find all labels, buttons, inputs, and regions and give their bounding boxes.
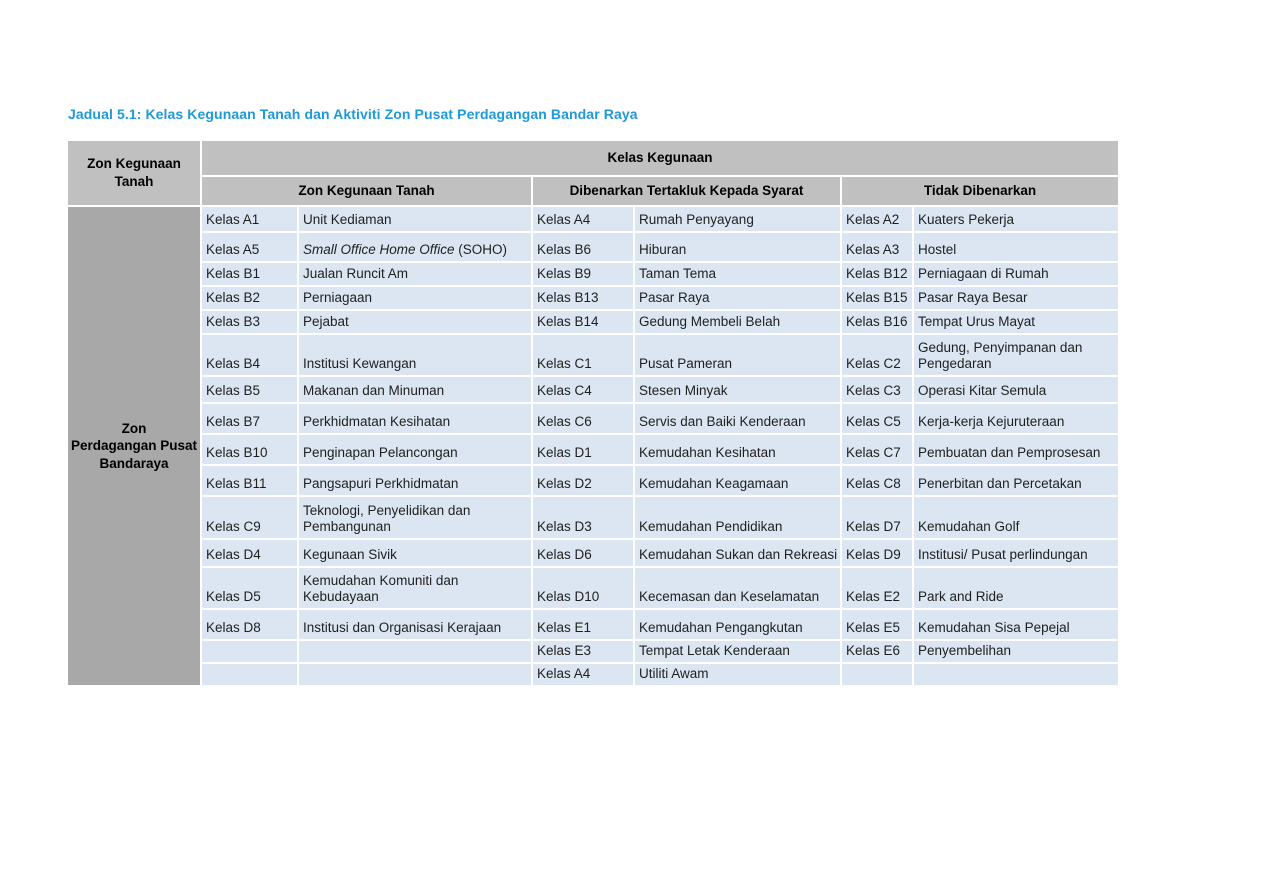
class-code-cell: Kelas D9 xyxy=(842,540,912,566)
class-desc-cell xyxy=(299,641,531,662)
class-desc-cell: Kuaters Pekerja xyxy=(914,207,1118,231)
class-code-cell: Kelas A3 xyxy=(842,233,912,261)
table-row xyxy=(68,466,1118,495)
class-code-cell: Kelas B12 xyxy=(842,263,912,285)
class-desc-cell: Unit Kediaman xyxy=(299,207,531,231)
class-code-cell xyxy=(202,664,297,685)
class-desc-cell: Kemudahan Keagamaan xyxy=(635,466,840,495)
class-code-cell: Kelas D6 xyxy=(533,540,633,566)
class-code-cell: Kelas B11 xyxy=(202,466,297,495)
class-desc-cell xyxy=(299,664,531,685)
class-code-cell xyxy=(842,664,912,685)
class-desc-cell: Kemudahan Sisa Pepejal xyxy=(914,610,1118,639)
class-desc-cell: Makanan dan Minuman xyxy=(299,377,531,402)
class-code-cell: Kelas B2 xyxy=(202,287,297,309)
class-code-cell: Kelas C9 xyxy=(202,497,297,538)
class-code-cell: Kelas B4 xyxy=(202,335,297,375)
group-header-kelas-kegunaan: Kelas Kegunaan xyxy=(202,141,1118,175)
class-desc-cell: Pasar Raya Besar xyxy=(914,287,1118,309)
class-desc-cell: Kemudahan Komuniti dan Kebudayaan xyxy=(299,568,531,608)
header-row-sub xyxy=(68,177,1118,205)
class-code-cell: Kelas B1 xyxy=(202,263,297,285)
class-desc-cell: Pusat Pameran xyxy=(635,335,840,375)
class-code-cell: Kelas A4 xyxy=(533,207,633,231)
zone-label-line: Perdagangan Pusat xyxy=(70,438,198,454)
zone-label-cell xyxy=(68,207,200,685)
class-desc-cell: Penerbitan dan Percetakan xyxy=(914,466,1118,495)
class-code-cell: Kelas B14 xyxy=(533,311,633,333)
class-code-cell: Kelas B7 xyxy=(202,404,297,433)
land-use-table xyxy=(66,139,1120,687)
class-code-cell: Kelas B10 xyxy=(202,435,297,464)
class-code-cell: Kelas C8 xyxy=(842,466,912,495)
class-desc-cell: Kegunaan Sivik xyxy=(299,540,531,566)
class-desc-cell: Kemudahan Pengangkutan xyxy=(635,610,840,639)
class-desc-cell: Operasi Kitar Semula xyxy=(914,377,1118,402)
class-desc-cell: Pembuatan dan Pemprosesan xyxy=(914,435,1118,464)
corner-header: Zon Kegunaan Tanah xyxy=(68,141,200,205)
class-desc-cell: Servis dan Baiki Kenderaan xyxy=(635,404,840,433)
class-code-cell: Kelas E1 xyxy=(533,610,633,639)
class-desc-cell: Perkhidmatan Kesihatan xyxy=(299,404,531,433)
table-row xyxy=(68,207,1118,231)
class-desc-cell: Kemudahan Kesihatan xyxy=(635,435,840,464)
class-desc-cell: Kemudahan Pendidikan xyxy=(635,497,840,538)
class-desc-cell: Gedung Membeli Belah xyxy=(635,311,840,333)
class-code-cell xyxy=(202,641,297,662)
subheader-tidak-dibenarkan: Tidak Dibenarkan xyxy=(842,177,1118,205)
class-code-cell: Kelas D8 xyxy=(202,610,297,639)
class-code-cell: Kelas B9 xyxy=(533,263,633,285)
table-row xyxy=(68,540,1118,566)
table-row xyxy=(68,233,1118,261)
class-code-cell: Kelas D3 xyxy=(533,497,633,538)
class-desc-cell: Jualan Runcit Am xyxy=(299,263,531,285)
class-desc-cell: Pasar Raya xyxy=(635,287,840,309)
class-desc-cell: Kecemasan dan Keselamatan xyxy=(635,568,840,608)
class-desc-cell: Stesen Minyak xyxy=(635,377,840,402)
table-row xyxy=(68,610,1118,639)
class-desc-cell: Taman Tema xyxy=(635,263,840,285)
class-desc-cell: Gedung, Penyimpanan dan Pengedaran xyxy=(914,335,1118,375)
class-code-cell: Kelas C2 xyxy=(842,335,912,375)
class-code-cell: Kelas B5 xyxy=(202,377,297,402)
class-code-cell: Kelas A1 xyxy=(202,207,297,231)
class-desc-cell: Teknologi, Penyelidikan dan Pembangunan xyxy=(299,497,531,538)
class-code-cell: Kelas A2 xyxy=(842,207,912,231)
class-code-cell: Kelas D7 xyxy=(842,497,912,538)
class-code-cell: Kelas C1 xyxy=(533,335,633,375)
class-code-cell: Kelas E6 xyxy=(842,641,912,662)
class-desc-cell: Park and Ride xyxy=(914,568,1118,608)
table-row xyxy=(68,287,1118,309)
class-code-cell: Kelas C5 xyxy=(842,404,912,433)
class-desc-cell: Institusi/ Pusat perlindungan xyxy=(914,540,1118,566)
class-desc-cell: Utiliti Awam xyxy=(635,664,840,685)
class-desc-cell: Kemudahan Sukan dan Rekreasi xyxy=(635,540,840,566)
class-desc-cell: Small Office Home Office (SOHO) xyxy=(299,233,531,261)
table-row xyxy=(68,311,1118,333)
class-desc-cell: Perniagaan xyxy=(299,287,531,309)
class-desc-cell xyxy=(914,664,1118,685)
class-code-cell: Kelas B15 xyxy=(842,287,912,309)
class-code-cell: Kelas E3 xyxy=(533,641,633,662)
class-desc-cell: Rumah Penyayang xyxy=(635,207,840,231)
class-desc-cell: Kemudahan Golf xyxy=(914,497,1118,538)
class-code-cell: Kelas E2 xyxy=(842,568,912,608)
class-desc-cell: Penyembelihan xyxy=(914,641,1118,662)
table-row xyxy=(68,497,1118,538)
table-row xyxy=(68,664,1118,685)
class-code-cell: Kelas D4 xyxy=(202,540,297,566)
class-desc-cell: Kerja-kerja Kejuruteraan xyxy=(914,404,1118,433)
class-desc-cell: Pejabat xyxy=(299,311,531,333)
class-desc-cell: Tempat Urus Mayat xyxy=(914,311,1118,333)
table-row xyxy=(68,377,1118,402)
class-desc-cell: Perniagaan di Rumah xyxy=(914,263,1118,285)
subheader-dibenarkan-tertakluk: Dibenarkan Tertakluk Kepada Syarat xyxy=(533,177,840,205)
table-row xyxy=(68,641,1118,662)
class-desc-cell: Hostel xyxy=(914,233,1118,261)
class-code-cell: Kelas D10 xyxy=(533,568,633,608)
header-row-group xyxy=(68,141,1118,175)
class-desc-cell: Penginapan Pelancongan xyxy=(299,435,531,464)
class-desc-cell: Hiburan xyxy=(635,233,840,261)
class-code-cell: Kelas D2 xyxy=(533,466,633,495)
table-row xyxy=(68,263,1118,285)
class-code-cell: Kelas E5 xyxy=(842,610,912,639)
table-row xyxy=(68,335,1118,375)
class-desc-cell: Institusi dan Organisasi Kerajaan xyxy=(299,610,531,639)
table-row xyxy=(68,404,1118,433)
class-code-cell: Kelas C3 xyxy=(842,377,912,402)
zone-label-line: Bandaraya xyxy=(99,455,169,471)
class-code-cell: Kelas A4 xyxy=(533,664,633,685)
class-code-cell: Kelas B13 xyxy=(533,287,633,309)
subheader-zon-kegunaan-tanah: Zon Kegunaan Tanah xyxy=(202,177,531,205)
table-title: Jadual 5.1: Kelas Kegunaan Tanah dan Aktiviti Zon Pusat Perdagangan Bandar Raya xyxy=(68,106,638,122)
class-code-cell: Kelas C6 xyxy=(533,404,633,433)
class-code-cell: Kelas D5 xyxy=(202,568,297,608)
class-code-cell: Kelas C7 xyxy=(842,435,912,464)
class-code-cell: Kelas A5 xyxy=(202,233,297,261)
zone-label-line: Zon xyxy=(121,420,147,436)
class-desc-cell: Tempat Letak Kenderaan xyxy=(635,641,840,662)
class-desc-cell: Institusi Kewangan xyxy=(299,335,531,375)
table-row xyxy=(68,568,1118,608)
class-code-cell: Kelas C4 xyxy=(533,377,633,402)
class-code-cell: Kelas B16 xyxy=(842,311,912,333)
table-row xyxy=(68,435,1118,464)
class-code-cell: Kelas D1 xyxy=(533,435,633,464)
class-code-cell: Kelas B3 xyxy=(202,311,297,333)
class-code-cell: Kelas B6 xyxy=(533,233,633,261)
class-desc-cell: Pangsapuri Perkhidmatan xyxy=(299,466,531,495)
